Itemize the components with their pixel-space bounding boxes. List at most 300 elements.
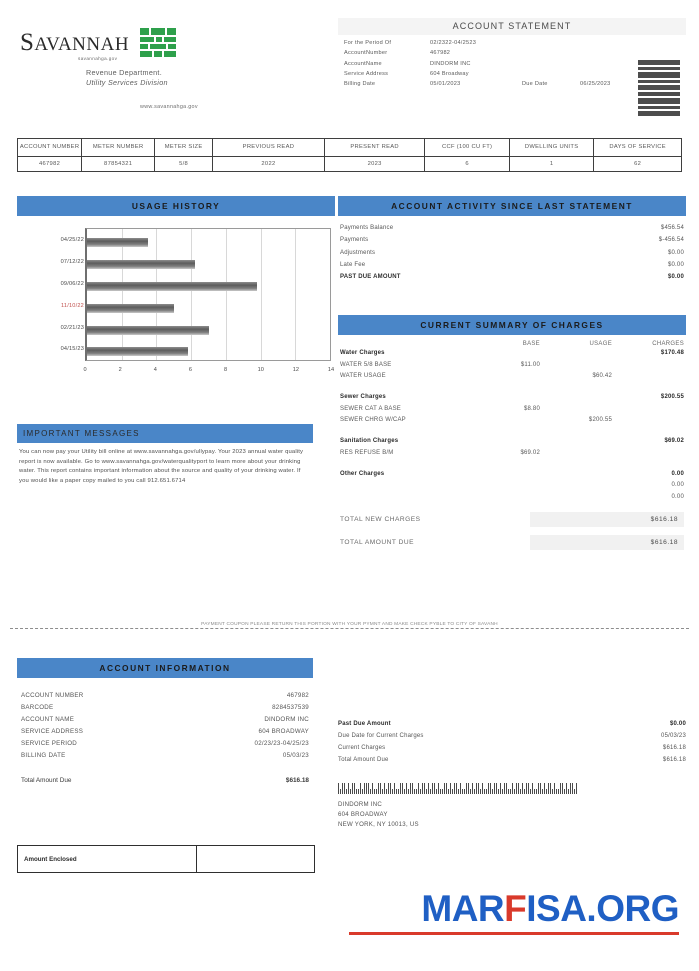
postal-barcode-bar bbox=[436, 789, 437, 794]
coupon-summary-value: $616.18 bbox=[662, 757, 686, 763]
postal-barcode-bar bbox=[402, 783, 403, 794]
charges-row-charges: 0.00 bbox=[671, 482, 684, 489]
usage-history-chart bbox=[17, 228, 335, 383]
chart-x-tick-label: 8 bbox=[224, 367, 228, 373]
charges-row-charges: $170.48 bbox=[660, 350, 684, 356]
chart-plot-area bbox=[60, 228, 331, 361]
account-activity-rows bbox=[338, 216, 686, 283]
activity-row bbox=[338, 271, 686, 283]
watermark-text bbox=[349, 888, 679, 930]
mailing-address bbox=[338, 800, 686, 830]
coupon-info-label: ACCOUNT NAME bbox=[21, 716, 75, 724]
coupon-total-value: $616.18 bbox=[285, 776, 309, 784]
postal-barcode-bar bbox=[550, 783, 551, 794]
charges-row-usage bbox=[540, 469, 612, 481]
activity-row-value: $0.00 bbox=[667, 249, 684, 256]
statement-row bbox=[344, 69, 686, 79]
charges-row-base: $8.80 bbox=[523, 405, 540, 412]
meter-table-cell: 6 bbox=[425, 156, 510, 171]
postal-barcode-bar bbox=[564, 789, 565, 794]
charges-row-base bbox=[468, 392, 540, 404]
postal-barcode-bar bbox=[432, 783, 433, 794]
postal-barcode-bar bbox=[536, 789, 537, 794]
postal-barcode-bar bbox=[382, 789, 383, 794]
postal-barcode-bar bbox=[492, 789, 493, 794]
postal-barcode-bar bbox=[426, 789, 427, 794]
postal-barcode-bar bbox=[408, 789, 409, 794]
charges-row-base bbox=[468, 415, 540, 427]
postal-barcode-bar bbox=[468, 783, 469, 794]
postal-barcode-bar bbox=[460, 783, 461, 794]
postal-barcode-bar bbox=[464, 789, 465, 794]
important-messages-section bbox=[17, 424, 313, 486]
postal-barcode-bar bbox=[546, 789, 547, 794]
meter-table-cell: 467982 bbox=[18, 156, 82, 171]
charges-row-label bbox=[340, 480, 468, 492]
postal-barcode-bar bbox=[398, 789, 399, 794]
meter-table-header-row bbox=[18, 139, 682, 157]
postal-barcode-bar bbox=[528, 783, 529, 794]
charges-row-label: Water Charges bbox=[340, 350, 385, 356]
charges-row-usage bbox=[540, 480, 612, 492]
coupon-info-value: 8284537539 bbox=[272, 704, 309, 712]
postal-barcode-bar bbox=[422, 783, 423, 794]
marfisa-watermark bbox=[349, 888, 679, 935]
statement-row-value: DINDORM INC bbox=[430, 60, 471, 67]
coupon-total-amount-due bbox=[17, 777, 313, 784]
total-amount-due-value: $616.18 bbox=[530, 535, 684, 550]
charges-row bbox=[338, 371, 686, 383]
chart-x-tick-label: 10 bbox=[257, 367, 264, 373]
postal-barcode-bar bbox=[368, 783, 369, 794]
postal-barcode-bar bbox=[568, 789, 569, 794]
charges-row-usage bbox=[540, 436, 612, 448]
postal-barcode-bar bbox=[374, 789, 375, 794]
activity-row-value: $0.00 bbox=[667, 261, 684, 268]
activity-row bbox=[338, 234, 686, 246]
postal-barcode-bar bbox=[508, 789, 509, 794]
postal-barcode-bar bbox=[488, 783, 489, 794]
charges-row-label: SEWER CAT A BASE bbox=[340, 405, 401, 412]
charges-row-usage: $60.42 bbox=[592, 373, 612, 380]
postal-barcode-bar bbox=[522, 783, 523, 794]
chart-bar bbox=[61, 302, 175, 313]
coupon-total-label: Total Amount Due bbox=[21, 776, 72, 784]
postal-barcode-bar bbox=[446, 783, 447, 794]
postal-barcode-bar bbox=[416, 789, 417, 794]
postal-barcode-bar bbox=[338, 783, 339, 794]
watermark-part-3: ISA.ORG bbox=[526, 888, 679, 929]
coupon-info-row bbox=[17, 750, 313, 762]
chart-bar bbox=[60, 346, 189, 356]
postal-barcode-bar bbox=[364, 783, 365, 794]
site-url: www.savannahga.gov bbox=[140, 104, 198, 110]
coupon-info-label: SERVICE PERIOD bbox=[21, 740, 77, 748]
postal-barcode-bar bbox=[544, 783, 545, 794]
chart-x-tick-label: 0 bbox=[83, 367, 87, 373]
meter-table-header: CCF (100 CU FT) bbox=[425, 139, 510, 157]
watermark-part-1: MAR bbox=[421, 888, 505, 929]
chart-x-tick-label: 14 bbox=[327, 367, 335, 373]
postal-barcode-bar bbox=[386, 789, 387, 794]
meter-table-header: DAYS OF SERVICE bbox=[594, 139, 682, 157]
charges-row bbox=[338, 415, 686, 427]
savannah-emblem-icon bbox=[140, 28, 184, 58]
meter-table-cell: 87854321 bbox=[82, 156, 155, 171]
department-line-2: Utility Services Division bbox=[86, 78, 168, 88]
postal-barcode-bar bbox=[462, 789, 463, 794]
postal-barcode-bar bbox=[482, 783, 483, 794]
postal-barcode-bar bbox=[478, 783, 479, 794]
watermark-part-2: F bbox=[504, 888, 527, 929]
postal-barcode-bar bbox=[440, 789, 441, 794]
postal-barcode-bar bbox=[380, 783, 381, 794]
department-name bbox=[86, 68, 168, 89]
postal-barcode-bar bbox=[572, 783, 573, 794]
statement-row bbox=[344, 59, 686, 69]
postal-barcode-bar bbox=[532, 783, 533, 794]
chart-gridline bbox=[156, 229, 157, 360]
postal-barcode-bar bbox=[410, 783, 411, 794]
postal-barcode-bar bbox=[406, 783, 407, 794]
coupon-info-label: BARCODE bbox=[21, 704, 54, 712]
charges-row-usage bbox=[540, 348, 612, 360]
charges-row-charges: $200.55 bbox=[660, 394, 684, 401]
charges-row-label: RES REFUSE B/M bbox=[340, 449, 394, 456]
postal-barcode-bar bbox=[506, 783, 507, 794]
total-amount-due-row bbox=[338, 535, 686, 550]
postal-barcode-bar bbox=[358, 789, 359, 794]
charges-row-usage: $200.55 bbox=[588, 417, 612, 424]
summary-of-charges-section bbox=[338, 315, 686, 550]
statement-row-value: 467982 bbox=[430, 50, 451, 57]
coupon-info-value: 05/03/23 bbox=[282, 752, 309, 760]
amount-enclosed-box[interactable] bbox=[17, 845, 315, 873]
charges-row bbox=[338, 360, 686, 372]
activity-row-label: Adjustments bbox=[340, 249, 376, 256]
postal-barcode-bar bbox=[504, 783, 505, 794]
account-activity-section bbox=[338, 196, 686, 283]
meter-table-data-row bbox=[18, 156, 682, 171]
coupon-summary-label: Total Amount Due bbox=[338, 757, 389, 763]
charges-row bbox=[338, 492, 686, 504]
postal-barcode-bar bbox=[420, 789, 421, 794]
chart-y-tick-label: 02/21/23 bbox=[60, 324, 84, 331]
postal-barcode-bar bbox=[388, 783, 389, 794]
meter-table-header: METER NUMBER bbox=[82, 139, 155, 157]
postal-barcode-bar bbox=[444, 783, 445, 794]
postal-barcode-bar bbox=[346, 789, 347, 794]
chart-y-tick-label: 11/10/22 bbox=[61, 302, 84, 309]
postal-barcode bbox=[338, 780, 686, 794]
coupon-info-label: ACCOUNT NUMBER bbox=[21, 692, 84, 699]
statement-row bbox=[344, 79, 686, 89]
coupon-summary-label: Past Due Amount bbox=[338, 721, 391, 727]
statement-row-value: 02/2322-04/2523 bbox=[430, 40, 477, 46]
usage-history-title: USAGE HISTORY bbox=[17, 196, 335, 216]
charges-row-charges bbox=[612, 404, 684, 416]
chart-bar bbox=[60, 259, 196, 269]
chart-gridline bbox=[122, 229, 123, 360]
charges-row bbox=[338, 480, 686, 492]
charges-row-charges: $69.02 bbox=[664, 438, 684, 445]
charges-row-base bbox=[468, 348, 540, 360]
postal-barcode-bar bbox=[498, 789, 499, 794]
logo-url-text: savannahga.gov bbox=[78, 56, 118, 61]
postal-barcode-bar bbox=[352, 783, 353, 794]
chart-bar bbox=[60, 324, 210, 335]
postal-barcode-bar bbox=[424, 783, 425, 794]
amount-enclosed-label: Amount Enclosed bbox=[18, 846, 197, 872]
postal-barcode-bar bbox=[366, 783, 367, 794]
activity-row-value: $456.54 bbox=[660, 225, 684, 231]
statement-row bbox=[344, 38, 686, 48]
mail-line-2: 604 BROADWAY bbox=[338, 811, 388, 819]
chart-gridline bbox=[191, 229, 192, 360]
postal-barcode-bar bbox=[566, 783, 567, 794]
chart-bar bbox=[60, 237, 149, 247]
summary-of-charges-title: CURRENT SUMMARY OF CHARGES bbox=[338, 315, 686, 335]
charges-row-label: WATER 5/8 BASE bbox=[340, 361, 392, 368]
charges-col-charges: CHARGES bbox=[652, 341, 684, 347]
postal-barcode-bar bbox=[456, 783, 457, 794]
meter-table-cell: 2022 bbox=[213, 156, 325, 171]
charges-row-charges: 0.00 bbox=[671, 470, 684, 477]
statement-row-label: AccountNumber bbox=[344, 50, 388, 57]
postal-barcode-bar bbox=[562, 783, 563, 794]
postal-barcode-bar bbox=[520, 789, 521, 794]
postal-barcode-bar bbox=[540, 783, 541, 794]
charges-row-charges bbox=[612, 448, 684, 460]
postal-barcode-bar bbox=[530, 789, 531, 794]
postal-barcode-bar bbox=[486, 789, 487, 794]
postal-barcode-bar bbox=[526, 783, 527, 794]
postal-barcode-bar bbox=[560, 783, 561, 794]
postal-barcode-bar bbox=[342, 783, 343, 794]
postal-barcode-bar bbox=[510, 789, 511, 794]
meter-table-cell: 5/8 bbox=[155, 156, 213, 171]
charges-row bbox=[338, 436, 686, 448]
total-new-charges-row bbox=[338, 512, 686, 527]
postal-barcode-bar bbox=[542, 789, 543, 794]
charges-row-charges: 0.00 bbox=[671, 493, 684, 500]
coupon-info-label: SERVICE ADDRESS bbox=[21, 728, 84, 736]
charges-row-label: SEWER CHRG W/CAP bbox=[340, 417, 406, 424]
postal-barcode-bar bbox=[394, 783, 395, 794]
total-new-charges-label: TOTAL NEW CHARGES bbox=[340, 515, 421, 523]
postal-barcode-bar bbox=[384, 783, 385, 794]
chart-y-tick-label: 09/06/22 bbox=[60, 280, 84, 287]
charges-row-label: Other Charges bbox=[340, 470, 385, 477]
postal-barcode-bar bbox=[452, 789, 453, 794]
postal-barcode-bar bbox=[476, 783, 477, 794]
charges-row-charges bbox=[612, 360, 684, 372]
postal-barcode-bar bbox=[574, 789, 575, 794]
coupon-summary-row bbox=[338, 718, 686, 730]
postal-barcode-bar bbox=[390, 783, 391, 794]
postal-barcode-bar bbox=[372, 783, 373, 794]
coupon-info-row bbox=[17, 690, 313, 702]
statement-row-value-2: 06/25/2023 bbox=[580, 81, 611, 88]
postal-barcode-bar bbox=[516, 783, 517, 794]
charges-col-base: BASE bbox=[522, 341, 540, 347]
postal-barcode-bar bbox=[512, 783, 513, 794]
important-messages-title: IMPORTANT MESSAGES bbox=[17, 424, 313, 443]
coupon-summary-label: Current Charges bbox=[338, 745, 386, 751]
usage-history-section bbox=[17, 196, 335, 383]
charges-row bbox=[338, 448, 686, 460]
postal-barcode-bar bbox=[490, 783, 491, 794]
charges-row-charges bbox=[612, 415, 684, 427]
meter-details-table bbox=[17, 138, 682, 172]
chart-y-tick-label: 04/25/22 bbox=[60, 237, 84, 244]
chart-x-tick-label: 2 bbox=[118, 367, 122, 373]
coupon-info-label: BILLING DATE bbox=[21, 752, 66, 760]
charges-row bbox=[338, 348, 686, 360]
charges-column-headers bbox=[338, 335, 686, 348]
postal-barcode-bar bbox=[570, 783, 571, 794]
coupon-info-row bbox=[17, 726, 313, 738]
charges-row-usage bbox=[540, 492, 612, 504]
meter-table-cell: 2023 bbox=[324, 156, 425, 171]
meter-table-header: ACCOUNT NUMBER bbox=[18, 139, 82, 157]
coupon-info-value: DINDORM INC bbox=[264, 716, 309, 724]
charges-row-usage bbox=[540, 448, 612, 460]
statement-title: ACCOUNT STATEMENT bbox=[338, 18, 686, 35]
postal-barcode-bar bbox=[348, 783, 349, 794]
coupon-summary-section bbox=[338, 718, 686, 830]
statement-row-label-2: Due Date bbox=[522, 81, 548, 88]
charges-row-label: WATER USAGE bbox=[340, 373, 386, 380]
postal-barcode-bar bbox=[400, 783, 401, 794]
postal-barcode-bar bbox=[392, 789, 393, 794]
charges-row-label bbox=[340, 492, 468, 504]
postal-barcode-bar bbox=[376, 789, 377, 794]
chart-x-tick-label: 12 bbox=[292, 367, 299, 373]
postal-barcode-bar bbox=[548, 783, 549, 794]
postal-barcode-bar bbox=[480, 789, 481, 794]
postal-barcode-bar bbox=[484, 789, 485, 794]
coupon-summary-value: $616.18 bbox=[662, 745, 686, 751]
postal-barcode-bar bbox=[466, 783, 467, 794]
charges-col-usage: USAGE bbox=[589, 341, 612, 347]
activity-row-label: Payments Balance bbox=[340, 225, 394, 231]
charges-row-base bbox=[468, 492, 540, 504]
postal-barcode-bar bbox=[524, 789, 525, 794]
postal-barcode-bar bbox=[360, 783, 361, 794]
account-information-rows bbox=[17, 678, 313, 763]
postal-barcode-bar bbox=[552, 789, 553, 794]
postal-barcode-bar bbox=[404, 789, 405, 794]
coupon-info-value: 604 BROADWAY bbox=[258, 728, 309, 736]
statement-row-label: Service Address bbox=[344, 71, 389, 78]
charges-row-base bbox=[468, 436, 540, 448]
postal-barcode-bar bbox=[454, 783, 455, 794]
charges-row-usage bbox=[540, 360, 612, 372]
mail-line-1: DINDORM INC bbox=[338, 801, 383, 808]
charges-rows bbox=[338, 348, 686, 504]
total-new-charges-value: $616.18 bbox=[530, 512, 684, 527]
chart-y-tick-label: 04/15/23 bbox=[60, 346, 84, 353]
postal-barcode-bar bbox=[442, 789, 443, 794]
meter-table-cell: 1 bbox=[509, 156, 593, 171]
chart-gridline bbox=[261, 229, 262, 360]
postal-barcode-bar bbox=[354, 783, 355, 794]
postal-barcode-bar bbox=[412, 783, 413, 794]
statement-barcode bbox=[638, 60, 680, 116]
postal-barcode-bar bbox=[514, 789, 515, 794]
account-statement-box bbox=[338, 18, 686, 90]
meter-table-header: PRESENT READ bbox=[324, 139, 425, 157]
charges-row-charges bbox=[612, 371, 684, 383]
charges-row-usage bbox=[540, 392, 612, 404]
coupon-summary-row bbox=[338, 742, 686, 754]
activity-row bbox=[338, 222, 686, 234]
statement-row-label: For the Period Of bbox=[344, 40, 392, 46]
activity-row-label: PAST DUE AMOUNT bbox=[340, 274, 401, 281]
activity-row-label: Late Fee bbox=[340, 261, 366, 268]
charges-row-base: $69.02 bbox=[520, 449, 540, 456]
postal-barcode-bar bbox=[378, 783, 379, 794]
postal-barcode-bar bbox=[362, 789, 363, 794]
coupon-info-value: 467982 bbox=[286, 692, 309, 699]
coupon-info-row bbox=[17, 702, 313, 714]
chart-x-axis bbox=[83, 367, 335, 379]
postal-barcode-bar bbox=[458, 789, 459, 794]
charges-row-base: $11.00 bbox=[520, 361, 540, 368]
account-information-section bbox=[17, 658, 313, 784]
meter-table-header: PREVIOUS READ bbox=[213, 139, 325, 157]
coupon-summary-rows bbox=[338, 718, 686, 766]
department-line-1: Revenue Department. bbox=[86, 68, 163, 77]
postal-barcode-bar bbox=[576, 783, 577, 794]
statement-row bbox=[344, 48, 686, 58]
charges-row-label: Sewer Charges bbox=[340, 394, 386, 401]
chart-y-tick-label: 07/12/22 bbox=[60, 259, 84, 265]
postal-barcode-bar bbox=[414, 789, 415, 794]
statement-row-label: Billing Date bbox=[344, 81, 376, 88]
activity-row bbox=[338, 247, 686, 259]
charges-row-spacer bbox=[338, 427, 686, 436]
postal-barcode-bar bbox=[472, 783, 473, 794]
statement-row-label: AccountName bbox=[344, 60, 382, 67]
charges-row-base bbox=[468, 480, 540, 492]
coupon-summary-label: Due Date for Current Charges bbox=[338, 733, 424, 739]
meter-table-header: METER SIZE bbox=[155, 139, 213, 157]
activity-row-value: $0.00 bbox=[667, 274, 684, 281]
coupon-info-row bbox=[17, 738, 313, 750]
charges-row-usage bbox=[540, 404, 612, 416]
postal-barcode-bar bbox=[418, 783, 419, 794]
charges-row bbox=[338, 404, 686, 416]
charges-row-base bbox=[468, 371, 540, 383]
postal-barcode-bar bbox=[534, 789, 535, 794]
meter-table-header: DWELLING UNITS bbox=[509, 139, 593, 157]
postal-barcode-bar bbox=[558, 789, 559, 794]
charges-row-spacer bbox=[338, 383, 686, 392]
coupon-info-value: 02/23/23-04/25/23 bbox=[254, 740, 309, 748]
total-amount-due-label: TOTAL AMOUNT DUE bbox=[340, 538, 415, 546]
postal-barcode-bar bbox=[438, 783, 439, 794]
activity-row-value: $-456.54 bbox=[658, 237, 684, 244]
postal-barcode-bar bbox=[502, 789, 503, 794]
charges-col-blank bbox=[340, 341, 468, 347]
postal-barcode-bar bbox=[430, 789, 431, 794]
postal-barcode-bar bbox=[496, 783, 497, 794]
postal-barcode-bar bbox=[556, 789, 557, 794]
charges-row-label: Sanitation Charges bbox=[340, 438, 399, 445]
chart-bar bbox=[60, 280, 258, 291]
